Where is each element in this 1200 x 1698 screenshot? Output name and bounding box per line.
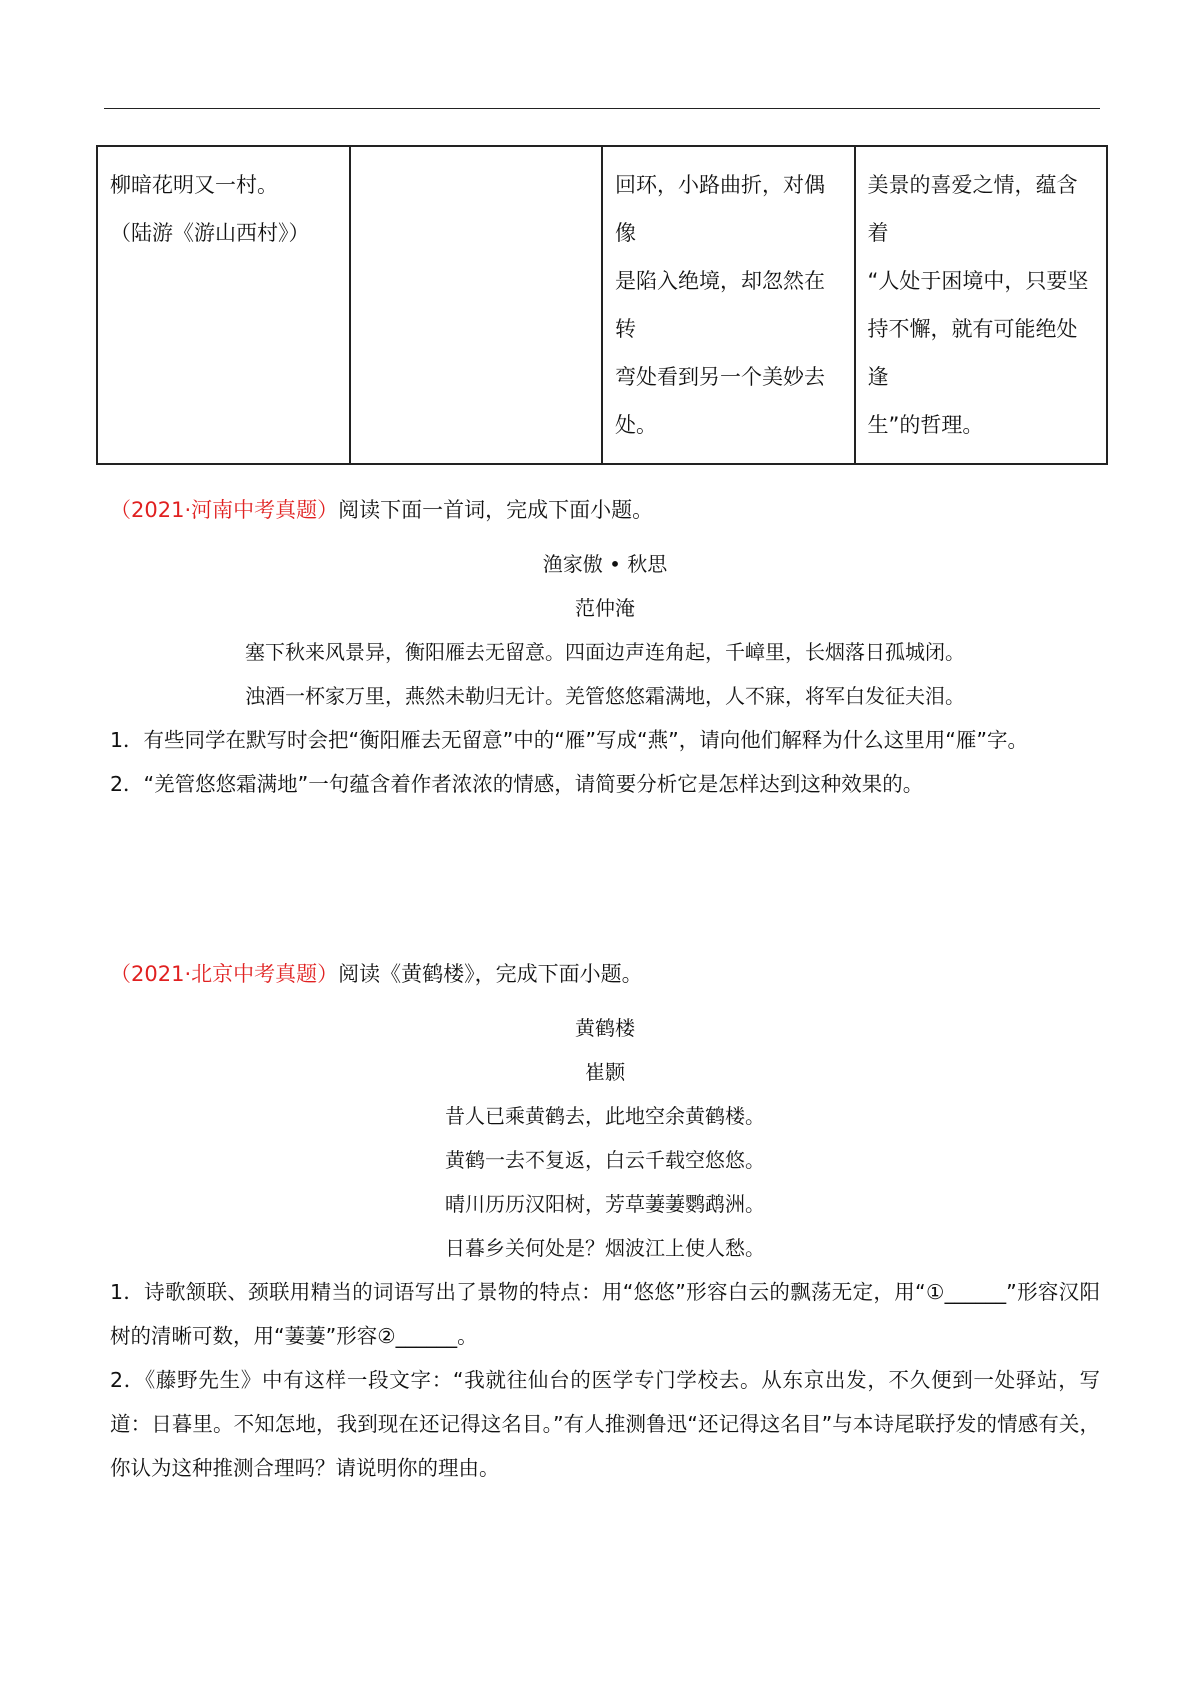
cell-line: （陆游《游山西村》） <box>110 221 310 245</box>
poem-author: 范仲淹 <box>575 596 635 620</box>
question-item: 1．有些同学在默写时会把“衡阳雁去无留意”中的“雁”写成“燕”，请向他们解释为什么这里用“雁”字。 <box>110 728 1029 752</box>
cell-line: 是陷入绝境，却忽然在转 <box>615 269 825 341</box>
cell-line: 处。 <box>615 413 657 437</box>
question-item: 2．“羌管悠悠霜满地”一句蕴含着作者浓浓的情感，请简要分析它是怎样达到这种效果的。 <box>110 772 924 796</box>
header-rule <box>104 108 1100 109</box>
question-item: 1．诗歌颔联、颈联用精当的词语写出了景物的特点：用“悠悠”形容白云的飘荡无定，用“①______”形容汉阳树的清晰可数，用“萋萋”形容②______。 <box>110 1280 1100 1348</box>
poem-line: 日暮乡关何处是？烟波江上使人愁。 <box>445 1236 765 1260</box>
cell-line: 生”的哲理。 <box>867 413 984 437</box>
cell-line: 柳暗花明又一村。 <box>110 173 278 197</box>
poem-author: 崔颢 <box>585 1060 625 1084</box>
section-header <box>110 494 1100 526</box>
table-cell-empty <box>350 146 603 464</box>
section-instruction: 阅读下面一首词，完成下面小题。 <box>338 498 654 522</box>
poem-title: 黄鹤楼 <box>575 1016 635 1040</box>
poem-line: 浊酒一杯家万里，燕然未勒归无计。羌管悠悠霜满地，人不寐，将军白发征夫泪。 <box>245 684 965 708</box>
table-cell-explanation <box>602 146 855 464</box>
source-tag: （2021·北京中考真题） <box>110 962 339 986</box>
question-item: 2．《藤野先生》中有这样一段文字：“我就往仙台的医学专门学校去。从东京出发，不久便到一处驿站，写道：日暮里。不知怎地，我到现在还记得这名目。”有人推测鲁迅“还记得这名目”与本诗尾联抒发的情感有关，你认为这种推测合理吗？请说明你的理由。 <box>110 1368 1100 1480</box>
poem-line: 昔人已乘黄鹤去，此地空余黄鹤楼。 <box>445 1104 765 1128</box>
poem-line: 塞下秋来风景异，衡阳雁去无留意。四面边声连角起，千嶂里，长烟落日孤城闭。 <box>245 640 965 664</box>
cell-line: 弯处看到另一个美妙去 <box>615 365 825 389</box>
cell-line: “人处于困境中，只要坚 <box>867 269 1089 293</box>
section-header <box>110 958 1100 990</box>
question-section-henan <box>110 494 1100 806</box>
cell-line: 持不懈，就有可能绝处逢 <box>867 317 1078 389</box>
table-cell-meaning <box>855 146 1108 464</box>
poem-line: 黄鹤一去不复返，白云千载空悠悠。 <box>445 1148 765 1172</box>
table-row <box>97 146 1107 464</box>
question-section-beijing <box>110 958 1100 1490</box>
poem-line: 晴川历历汉阳树，芳草萋萋鹦鹉洲。 <box>445 1192 765 1216</box>
cell-line: 回环，小路曲折，对偶像 <box>615 173 825 245</box>
source-tag: （2021·河南中考真题） <box>110 498 339 522</box>
poem-analysis-table <box>96 145 1108 465</box>
table-cell-poem <box>97 146 350 464</box>
section-instruction: 阅读《黄鹤楼》，完成下面小题。 <box>338 962 643 986</box>
cell-line: 美景的喜爱之情，蕴含着 <box>867 173 1078 245</box>
poem-title: 渔家傲 • 秋思 <box>542 552 668 576</box>
